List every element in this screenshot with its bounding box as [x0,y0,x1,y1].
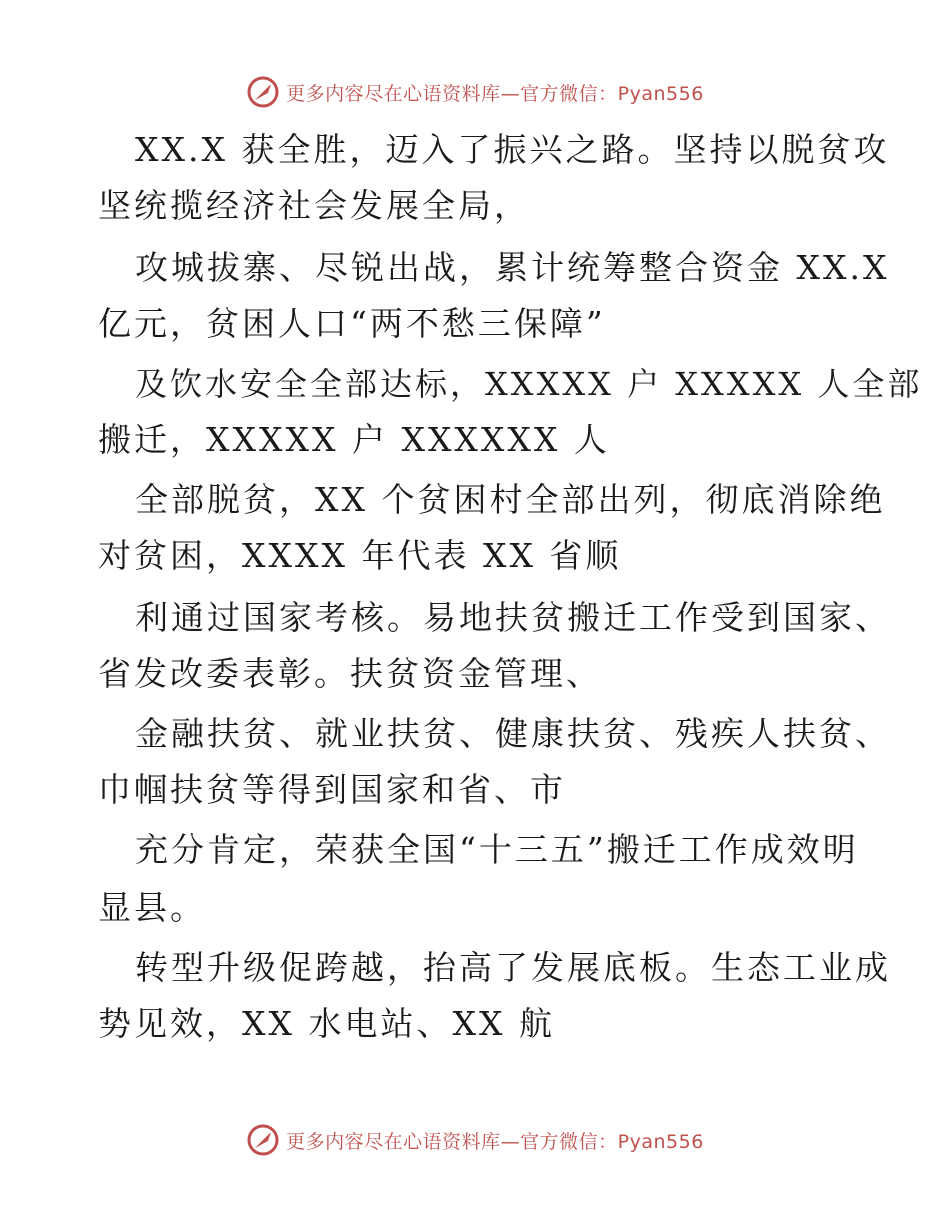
paragraph-line: 省发改委表彰。扶贫资金管理、 [98,654,602,693]
paragraph-line: 显县。 [98,888,206,927]
watermark-text: 更多内容尽在心语资料库—官方微信：Pyan556 [286,82,704,105]
footer-watermark [0,1120,950,1160]
paragraph-line: 金融扶贫、就业扶贫、健康扶贫、残疾人扶贫、 [135,714,891,753]
paragraph-line: 充分肯定，荣获全国“十三五”搬迁工作成效明 [135,830,859,869]
paragraph-line: 转型升级促跨越，抬高了发展底板。生态工业成 [135,948,891,987]
header-watermark [0,72,950,112]
paragraph-line: 坚统揽经济社会发展全局， [98,186,530,225]
paragraph-line: 及饮水安全全部达标，XXXXX 户 XXXXX 人全部 [135,365,923,403]
paragraph-line: 搬迁，XXXXX 户 XXXXXX 人 [98,420,610,459]
quill-pen-logo-icon [246,1123,280,1157]
paragraph-line: 全部脱贫，XX 个贫困村全部出列，彻底消除绝 [135,480,886,519]
paragraph-line: XX.X 获全胜，迈入了振兴之路。坚持以脱贫攻 [135,130,890,169]
paragraph-line: 攻城拔寨、尽锐出战，累计统筹整合资金 XX.X [135,248,890,287]
watermark-text: 更多内容尽在心语资料库—官方微信：Pyan556 [286,1130,704,1153]
paragraph-line: 巾帼扶贫等得到国家和省、市 [98,770,566,809]
quill-pen-logo-icon [246,75,280,109]
paragraph-line: 对贫困，XXXX 年代表 XX 省顺 [98,536,622,575]
paragraph-line: 利通过国家考核。易地扶贫搬迁工作受到国家、 [135,598,891,637]
paragraph-line: 势见效，XX 水电站、XX 航 [98,1004,555,1043]
paragraph-line: 亿元，贫困人口“两不愁三保障” [98,304,606,343]
